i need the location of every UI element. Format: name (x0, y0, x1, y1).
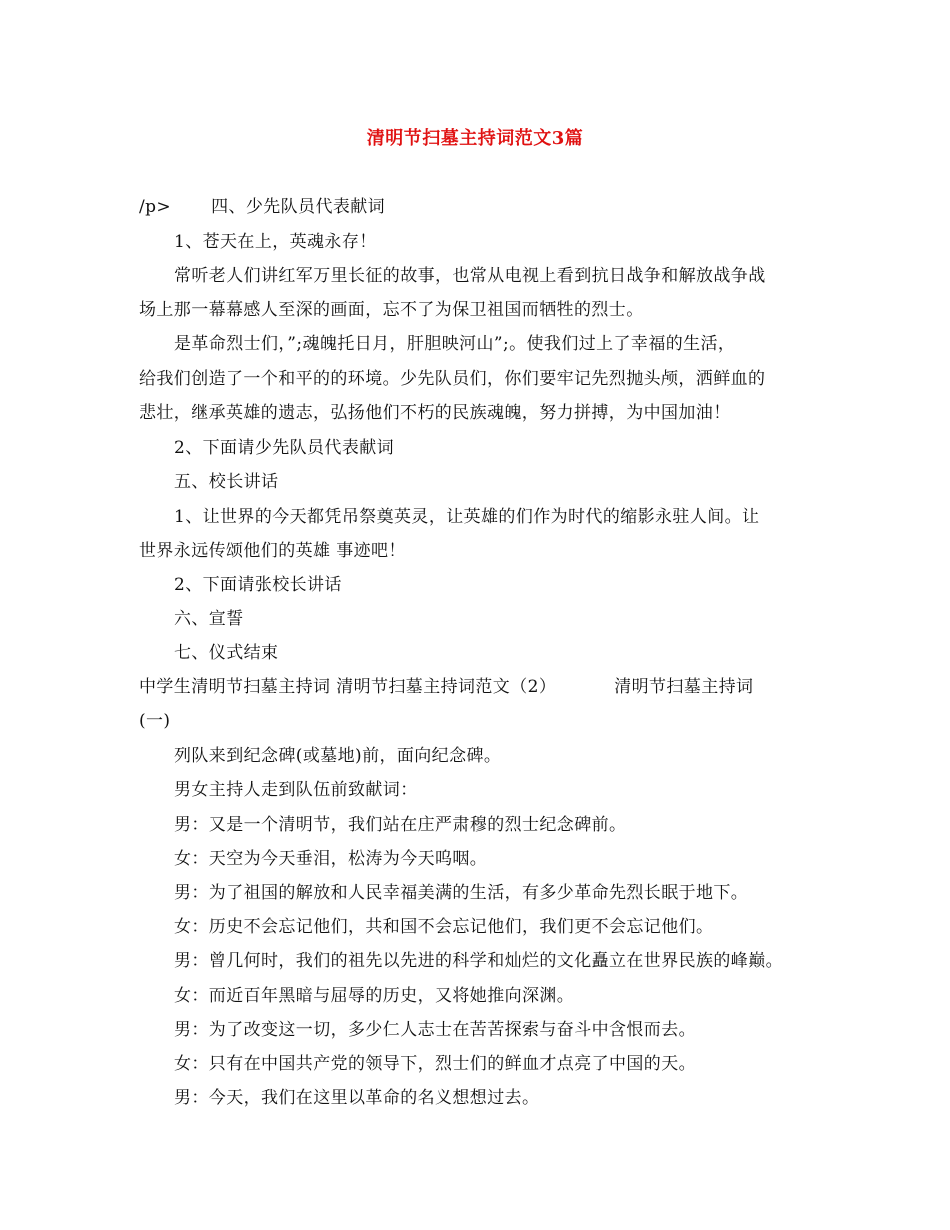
html-fragment-text: /p> (139, 197, 172, 217)
text-line (139, 195, 819, 219)
text-line: 世界永远传颂他们的英雄 事迹吧！ (139, 541, 406, 561)
section-heading: 六、宣誓 (174, 609, 244, 629)
dialogue-line: 女：而近百年黑暗与屈辱的历史，又将她推向深渊。 (174, 986, 575, 1006)
text-line: 是革命烈士们，”;魂魄托日月，肝胆映河山”;。使我们过上了幸福的生活， (174, 334, 736, 354)
section-heading: 五、校长讲话 (174, 472, 279, 492)
text-line: 1、让世界的今天都凭吊祭奠英灵，让英雄的们作为时代的缩影永驻人间。让 (174, 507, 760, 527)
dialogue-line: 女：只有在中国共产党的领导下，烈士们的鲜血才点亮了中国的天。 (174, 1054, 696, 1074)
text-line: 2、下面请少先队员代表献词 (174, 438, 395, 458)
dialogue-line: 女：天空为今天垂泪，松涛为今天呜咽。 (174, 849, 488, 869)
text-line: 场上那一幕幕感人至深的画面，忘不了为保卫祖国而牺牲的烈士。 (139, 300, 644, 320)
section-heading: 七、仪式结束 (174, 643, 279, 663)
text-line: 给我们创造了一个和平的的环境。少先队员们，你们要牢记先烈抛头颅，洒鲜血的 (139, 369, 766, 389)
text-line: 悲壮，继承英雄的遗志，弘扬他们不朽的民族魂魄，努力拼搏，为中国加油！ (139, 403, 731, 423)
dialogue-line: 男：为了祖国的解放和人民幸福美满的生活，有多少革命先烈长眠于地下。 (174, 883, 749, 903)
dialogue-line: 男：为了改变这一切，多少仁人志士在苦苦探索与奋斗中含恨而去。 (174, 1020, 696, 1040)
dialogue-line: 男：又是一个清明节，我们站在庄严肃穆的烈士纪念碑前。 (174, 815, 627, 835)
text-line: 男女主持人走到队伍前致献词： (174, 780, 418, 800)
dialogue-line: 男：曾几何时，我们的祖先以先进的科学和灿烂的文化矗立在世界民族的峰巅。 (174, 951, 783, 971)
subtitle-text: 中学生清明节扫墓主持词 清明节扫墓主持词范文（2） (139, 677, 557, 697)
dialogue-line: 女：历史不会忘记他们，共和国不会忘记他们，我们更不会忘记他们。 (174, 917, 714, 937)
text-line: 常听老人们讲红军万里长征的故事，也常从电视上看到抗日战争和解放战争战 (174, 266, 766, 286)
text-line: 1、苍天在上，英魂永存！ (174, 232, 377, 252)
document-title: 清明节扫墓主持词范文3篇 (366, 128, 584, 149)
subtitle-text-right: 清明节扫墓主持词 (614, 677, 754, 697)
section-heading: 四、少先队员代表献词 (211, 197, 386, 217)
text-line: (一) (139, 711, 171, 731)
text-line: 列队来到纪念碑(或墓地)前，面向纪念碑。 (174, 746, 502, 766)
text-line (139, 675, 819, 699)
dialogue-line: 男：今天，我们在这里以革命的名义想想过去。 (174, 1088, 540, 1108)
text-line: 2、下面请张校长讲话 (174, 575, 342, 595)
